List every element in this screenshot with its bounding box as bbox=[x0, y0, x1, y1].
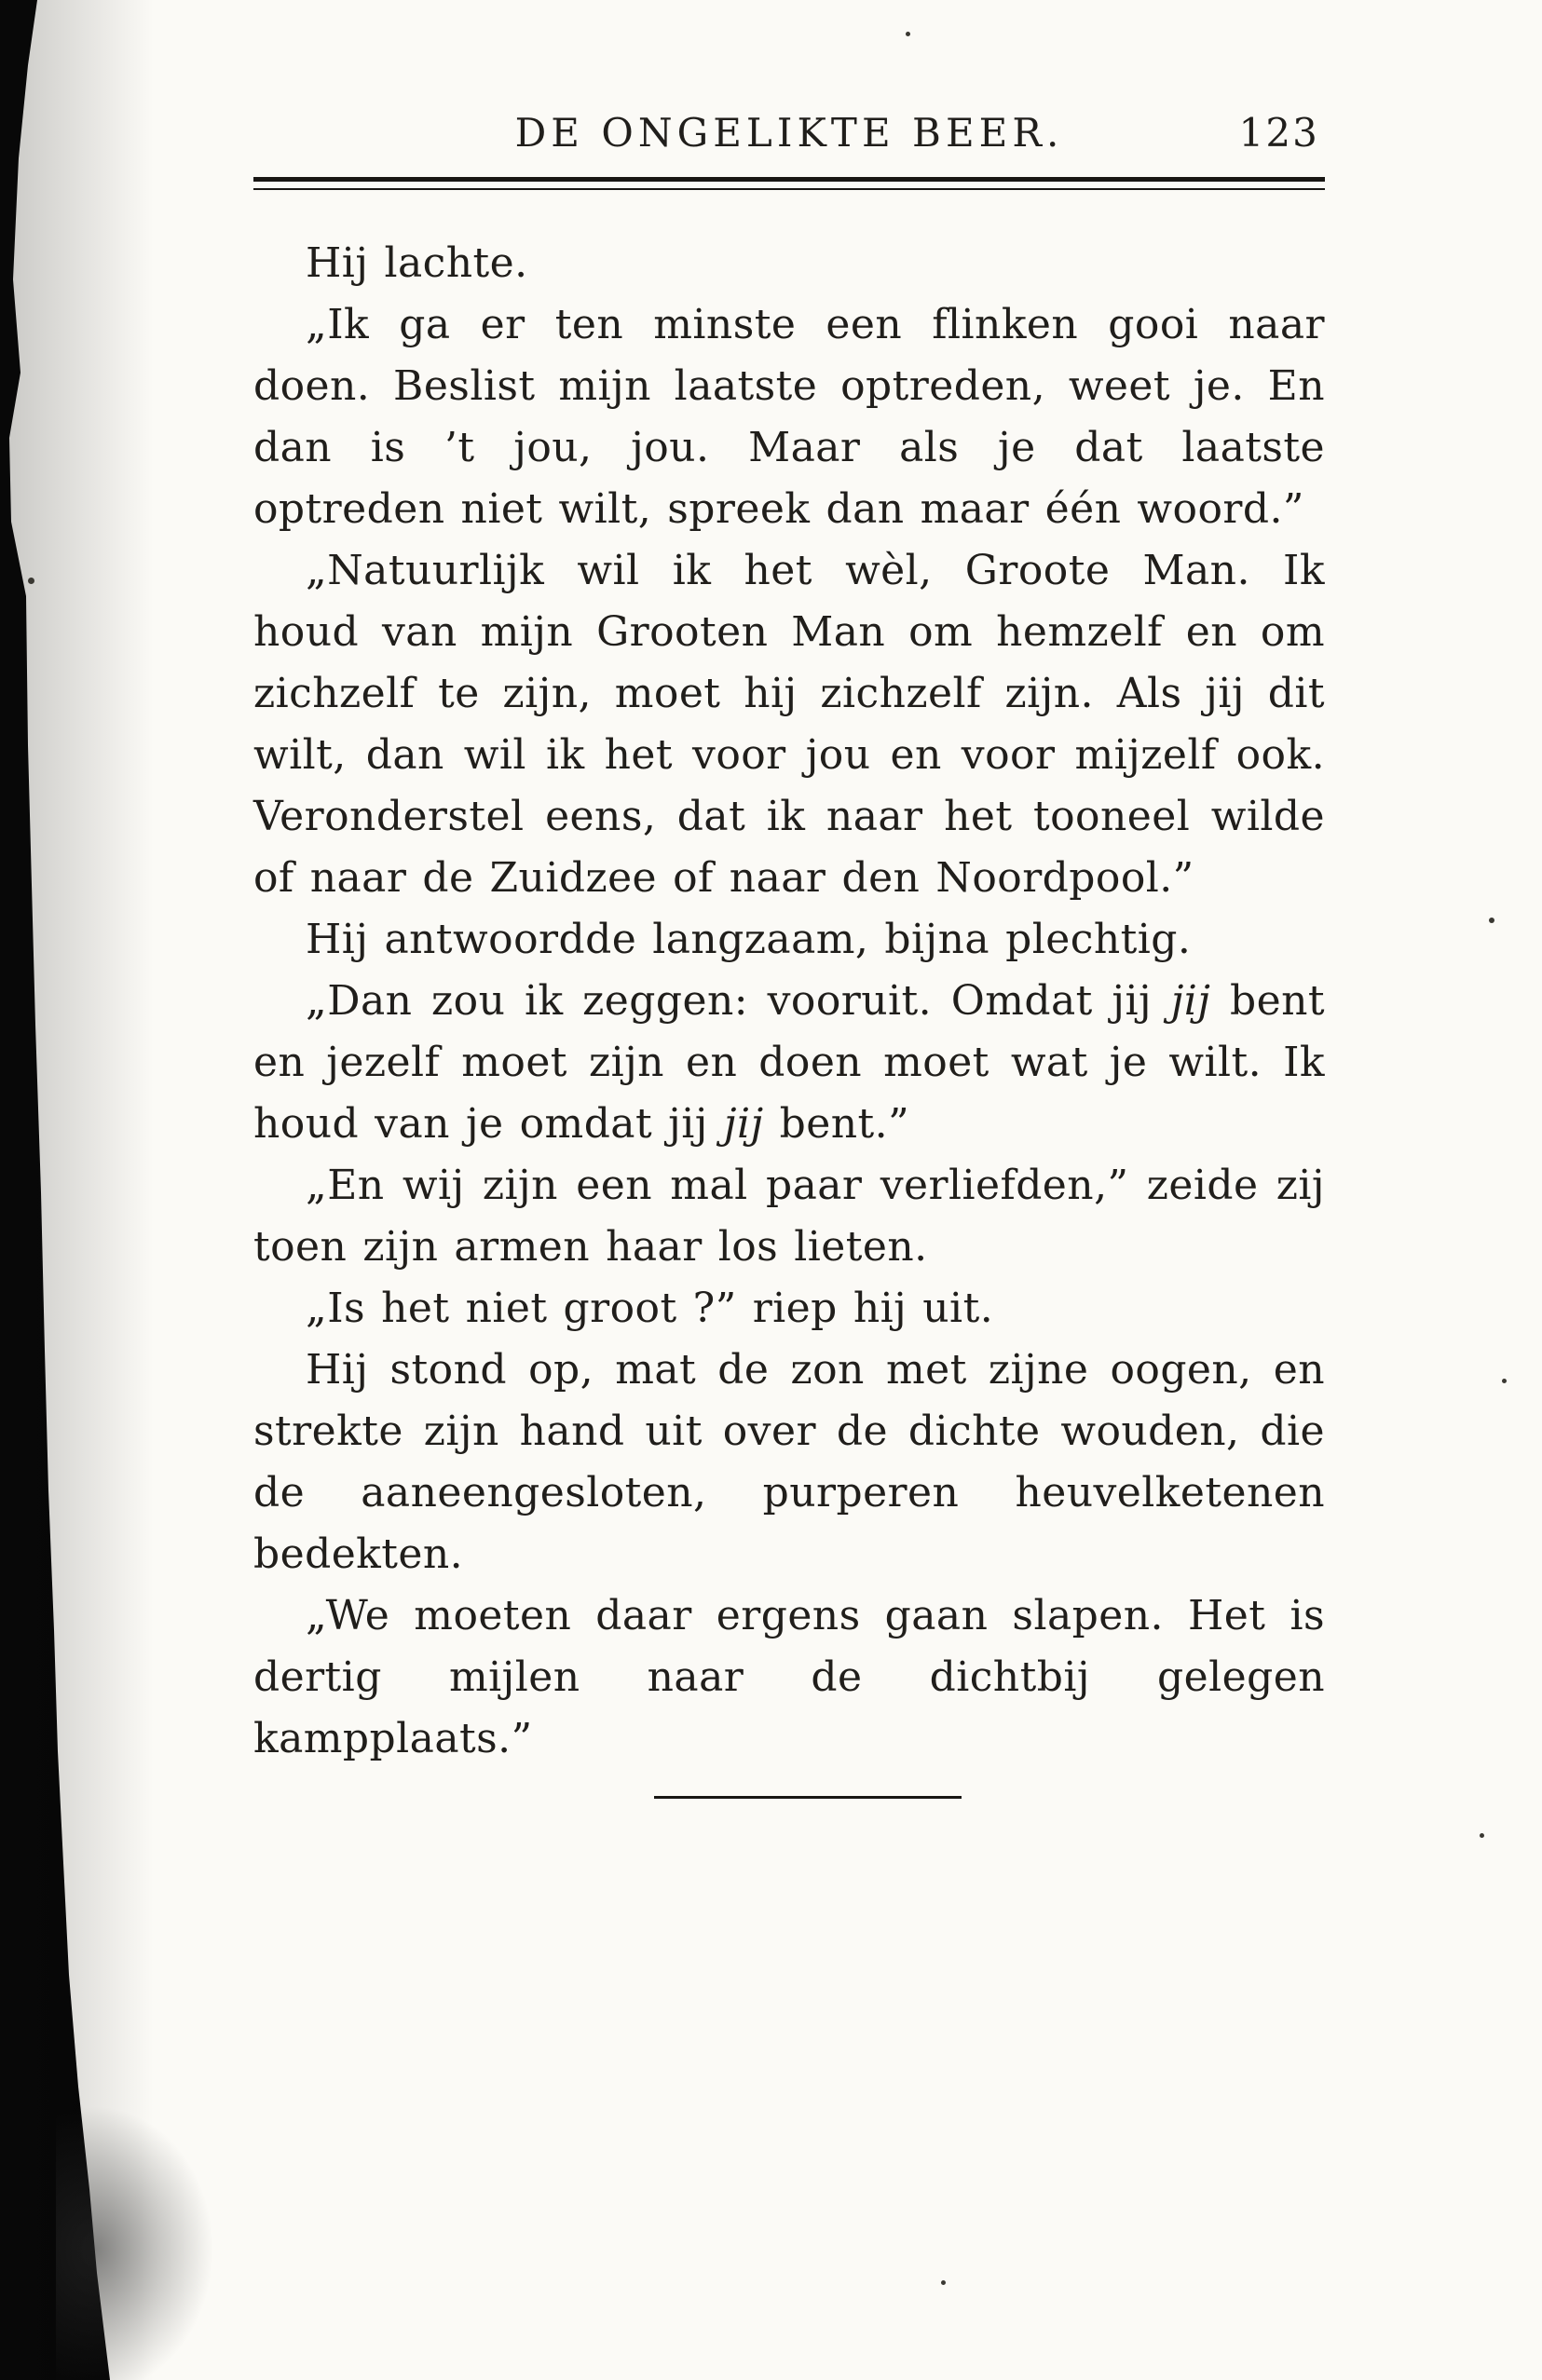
emphasized-word: jij bbox=[723, 1100, 764, 1148]
header-rule-thick bbox=[253, 177, 1325, 182]
scan-speck bbox=[906, 32, 910, 36]
scan-speck bbox=[1502, 1379, 1507, 1383]
paragraph bbox=[253, 971, 1325, 1155]
text-segment: „Dan zou ik zeggen: vooruit. Omdat jij bbox=[306, 977, 1171, 1025]
text-segment: bent en jezelf moet zijn en doen moet wat je wilt. Ik houd van je omdat jij bbox=[253, 977, 1325, 1148]
binding-shadow-band bbox=[0, 0, 130, 2380]
header-rule-thin bbox=[253, 188, 1325, 190]
paragraph bbox=[253, 1340, 1325, 1585]
scan-speck bbox=[1480, 1833, 1484, 1838]
text-segment: Hij antwoordde langzaam, bijna plechtig. bbox=[306, 916, 1192, 963]
paragraph bbox=[253, 1155, 1325, 1278]
scan-speck bbox=[941, 2280, 946, 2285]
section-end-rule bbox=[654, 1796, 962, 1799]
paragraph bbox=[253, 1585, 1325, 1770]
emphasized-word: jij bbox=[1170, 977, 1211, 1025]
text-segment: „Ik ga er ten minste een flinken gooi naar doen. Beslist mijn laatste optreden, weet je. En dan is ’t jou, jou. Maar als je dat laatste optreden niet wilt, spreek dan maar één woord.” bbox=[253, 301, 1325, 533]
paragraph bbox=[253, 1278, 1325, 1340]
paragraph bbox=[253, 294, 1325, 540]
body-text bbox=[253, 233, 1325, 1770]
text-column bbox=[253, 110, 1325, 1799]
text-segment: „Natuurlijk wil ik het wèl, Groote Man. Ik houd van mijn Grooten Man om hemzelf en om zichzelf te zijn, moet hij zichzelf zijn. Als jij dit wilt, dan wil ik het voor jou en voor mijzelf ook. Veronderstel eens, dat ik naar het tooneel wilde of naar de Zuidzee of naar den Noordpool.” bbox=[253, 547, 1325, 902]
page-title: DE ONGELIKTE BEER. bbox=[514, 110, 1064, 156]
text-segment: bent.” bbox=[763, 1100, 910, 1148]
paragraph bbox=[253, 540, 1325, 909]
text-segment: „Is het niet groot ?” riep hij uit. bbox=[306, 1285, 994, 1332]
scan-speck bbox=[1489, 918, 1494, 923]
text-segment: „We moeten daar ergens gaan slapen. Het is dertig mijlen naar de dichtbij gelegen kampplaats.” bbox=[253, 1592, 1325, 1762]
page-number: 123 bbox=[1238, 110, 1319, 156]
running-header bbox=[253, 110, 1325, 162]
scan-smudge bbox=[56, 2105, 214, 2380]
text-segment: „En wij zijn een mal paar verliefden,” zeide zij toen zijn armen haar los lieten. bbox=[253, 1162, 1325, 1271]
paragraph bbox=[253, 909, 1325, 971]
text-segment: Hij stond op, mat de zon met zijne oogen, en strekte zijn hand uit over de dichte wouden, die de aaneengesloten, purperen heuvelketenen bedekten. bbox=[253, 1346, 1325, 1578]
paragraph bbox=[253, 233, 1325, 294]
scan-speck bbox=[28, 578, 34, 584]
text-segment: Hij lachte. bbox=[306, 239, 528, 287]
